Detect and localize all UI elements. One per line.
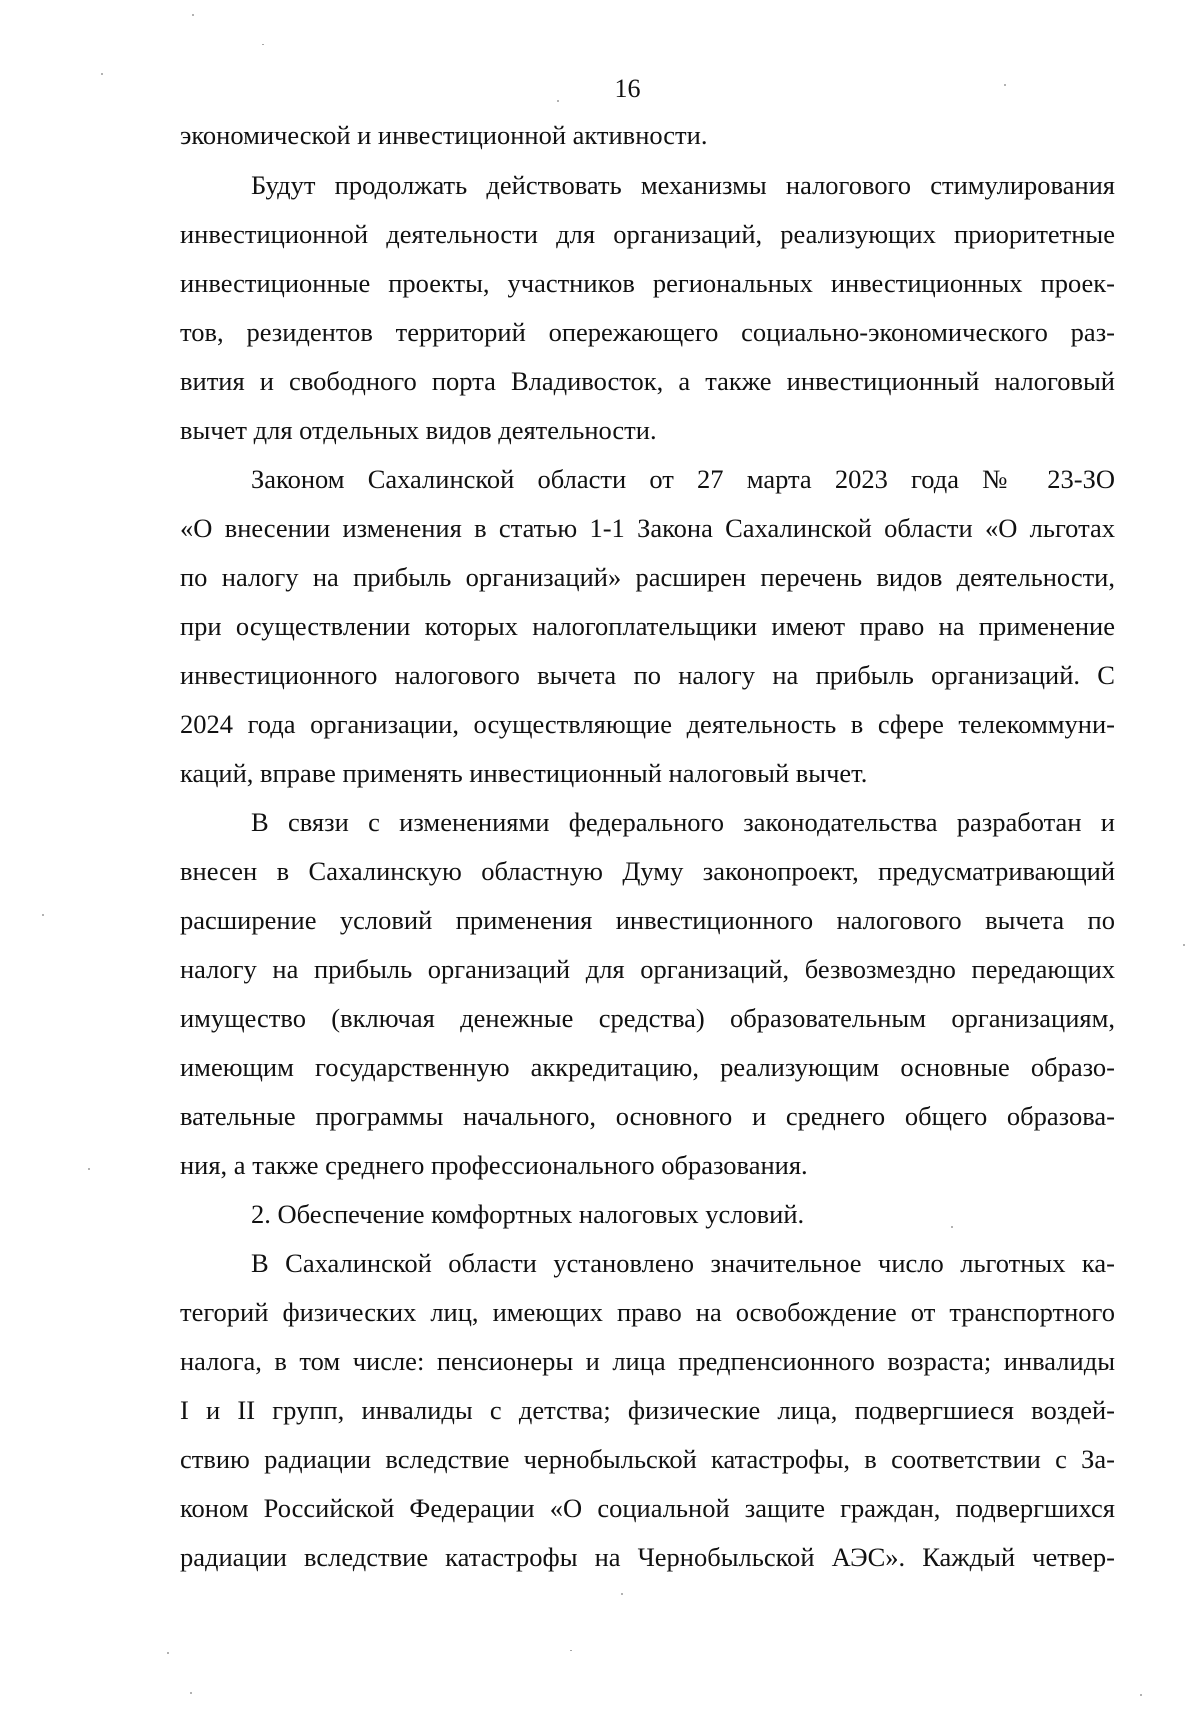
text-line: инвестиционного налогового вычета по налогу на прибыль организаций. С [180,660,1115,690]
text-line: инвестиционной деятельности для организаций, реализующих приоритетные [180,219,1115,249]
page-number: 16 [614,74,641,103]
text-line: налогу на прибыль организаций для организаций, безвозмездно передающих [180,954,1115,984]
text-line: имущество (включая денежные средства) образовательным организациям, [180,1003,1115,1033]
text-line: Будут продолжать действовать механизмы налогового стимулирования [251,170,1115,200]
text-line: налога, в том числе: пенсионеры и лица предпенсионного возраста; инвалиды [180,1346,1115,1376]
text-line: В Сахалинской области установлено значительное число льготных ка- [251,1248,1115,1278]
text-line: вательные программы начального, основного и среднего общего образова- [180,1101,1115,1131]
text-line: тов, резидентов территорий опережающего социально-экономического раз- [180,317,1115,347]
section-heading: 2. Обеспечение комфортных налоговых условий. [251,1199,805,1229]
text-line: при осуществлении которых налогоплательщики имеют право на применение [180,611,1115,641]
text-line: 2024 года организации, осуществляющие деятельность в сфере телекоммуни- [180,709,1115,739]
text-line: ния, а также среднего профессионального образования. [180,1150,808,1180]
text-line: инвестиционные проекты, участников региональных инвестиционных проек- [180,268,1115,298]
text-line: каций, вправе применять инвестиционный налоговый вычет. [180,758,868,788]
text-line: «О внесении изменения в статью 1-1 Закона Сахалинской области «О льготах [180,513,1115,543]
text-line: I и II групп, инвалиды с детства; физические лица, подвергшиеся воздей- [180,1395,1115,1425]
text-line: внесен в Сахалинскую областную Думу законопроект, предусматривающий [180,856,1115,886]
text-line: вычет для отдельных видов деятельности. [180,415,657,445]
text-line: В связи с изменениями федерального законодательства разработан и [251,807,1115,837]
text-line: ствию радиации вследствие чернобыльской катастрофы, в соответствии с За- [180,1444,1115,1474]
text-line: коном Российской Федерации «О социальной защите граждан, подвергшихся [180,1493,1115,1523]
text-line: расширение условий применения инвестиционного налогового вычета по [180,905,1115,935]
text-line: имеющим государственную аккредитацию, реализующим основные образо- [180,1052,1115,1082]
text-line: по налогу на прибыль организаций» расширен перечень видов деятельности, [180,562,1115,592]
text-line: экономической и инвестиционной активности. [180,120,708,150]
text-line: радиации вследствие катастрофы на Чернобыльской АЭС». Каждый четвер- [180,1542,1115,1572]
text-line: тегорий физических лиц, имеющих право на освобождение от транспортного [180,1297,1115,1327]
text-line: вития и свободного порта Владивосток, а также инвестиционный налоговый [180,366,1115,396]
text-line: Законом Сахалинской области от 27 марта 2023 года № 23-ЗО [251,464,1115,494]
